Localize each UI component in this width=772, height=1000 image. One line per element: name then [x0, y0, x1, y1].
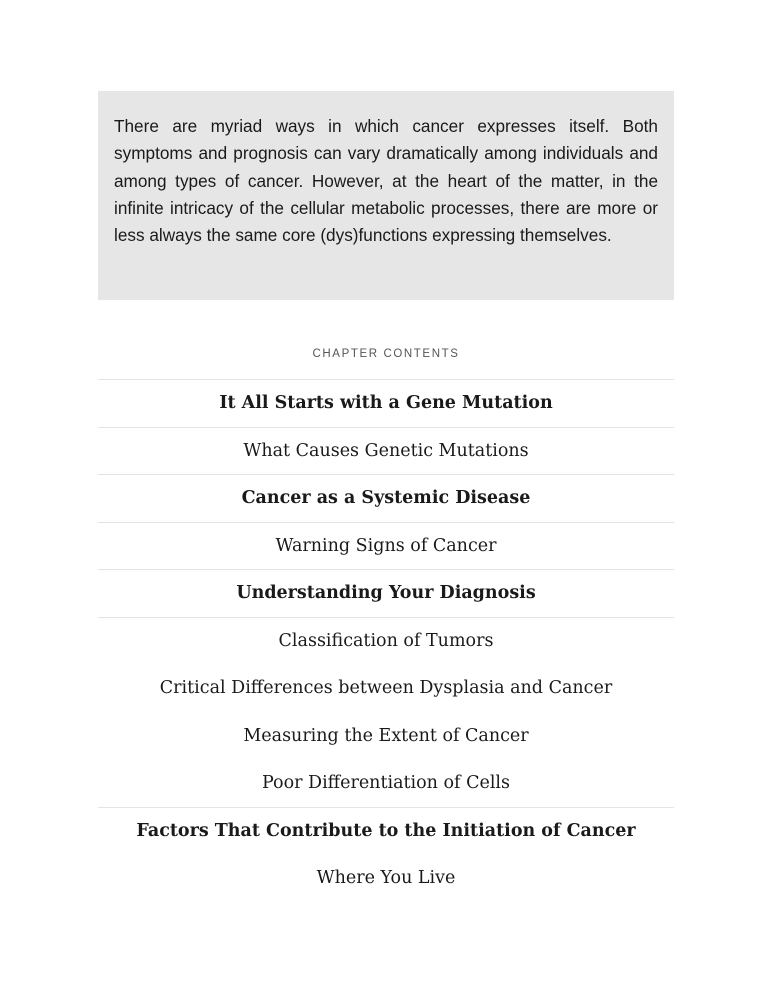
toc-item-dysplasia-vs-cancer[interactable]: Critical Differences between Dysplasia and Cancer: [159, 678, 613, 699]
toc-item-systemic-disease[interactable]: Cancer as a Systemic Disease: [98, 474, 674, 522]
intro-paragraph: There are myriad ways in which cancer expresses itself. Both symptoms and prognosis can vary dramatically among individuals and among types of cancer. However, at the heart of the matter, in the infinite intricacy of the cellular metabolic processes, there are more or less always the same core (dys)functions expressing themselves.: [114, 116, 658, 246]
toc-item-classification-tumors[interactable]: Classification of Tumors: [98, 617, 674, 665]
toc-item-measuring-extent[interactable]: Measuring the Extent of Cancer: [243, 725, 529, 746]
chapter-contents-list: [98, 379, 674, 902]
toc-item-initiation-factors[interactable]: Factors That Contribute to the Initiation of Cancer: [98, 807, 674, 855]
toc-item-where-you-live[interactable]: Where You Live: [316, 868, 456, 889]
toc-item-understanding-diagnosis[interactable]: Understanding Your Diagnosis: [98, 569, 674, 617]
toc-item-poor-differentiation[interactable]: Poor Differentiation of Cells: [261, 773, 511, 794]
chapter-contents-heading: CHAPTER CONTENTS: [312, 348, 460, 360]
intro-callout-box: [98, 91, 674, 300]
toc-item-gene-mutation[interactable]: It All Starts with a Gene Mutation: [98, 379, 674, 427]
toc-item-causes-genetic-mutations[interactable]: What Causes Genetic Mutations: [98, 427, 674, 475]
toc-item-warning-signs[interactable]: Warning Signs of Cancer: [98, 522, 674, 570]
